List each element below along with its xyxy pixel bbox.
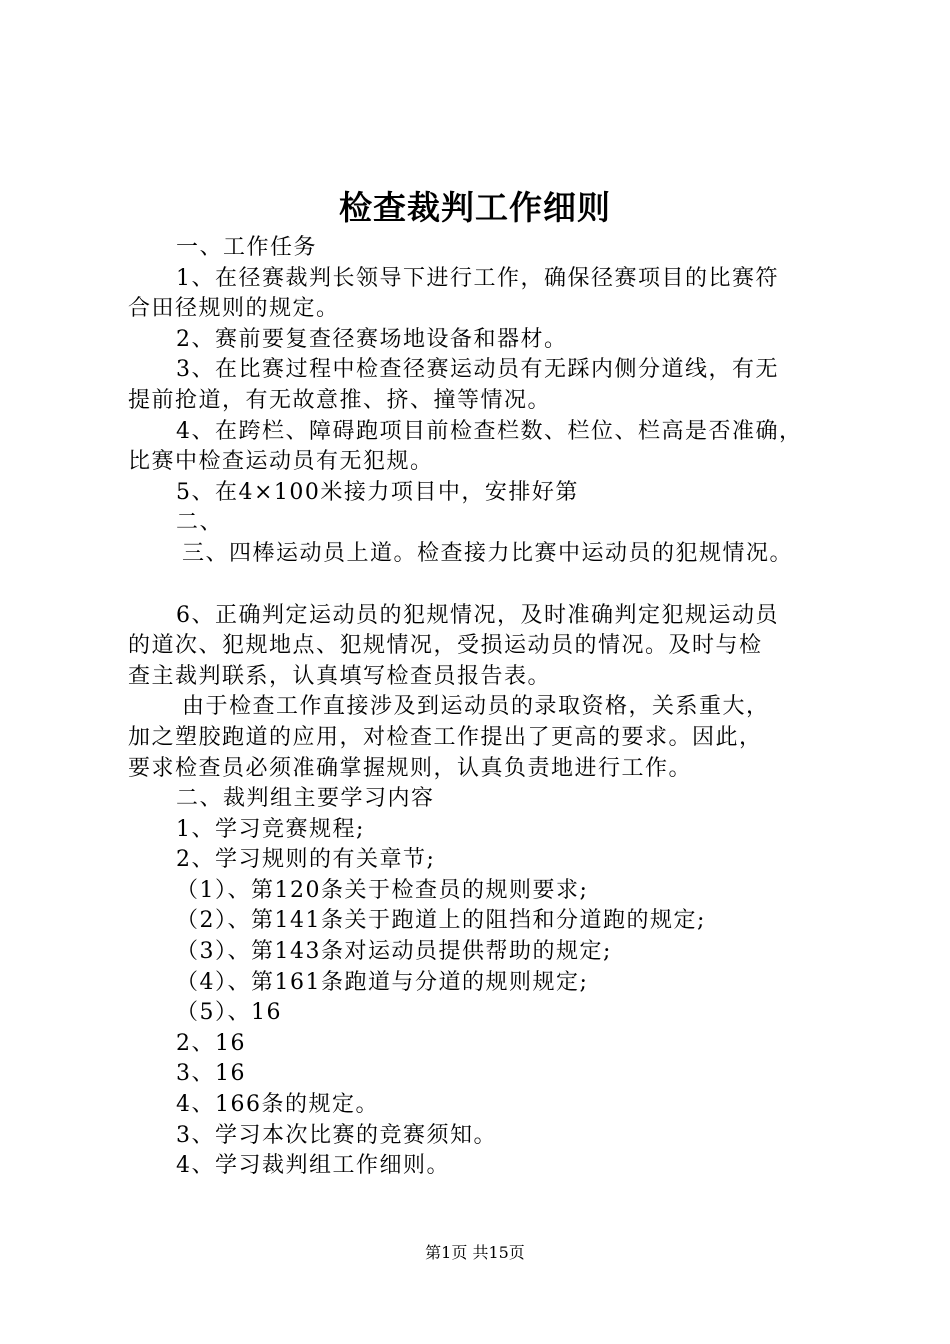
list-item: 1、学习竞赛规程; <box>176 816 365 842</box>
document-title: 检查裁判工作细则 <box>339 188 611 227</box>
section-heading-tasks: 一、工作任务 <box>176 235 318 260</box>
paragraph-line: 查主裁判联系，认真填写检查员报告表。 <box>128 663 552 689</box>
paragraph-line: 的道次、犯规地点、犯规情况，受损运动员的情况。及时与检 <box>128 633 763 659</box>
page-number-footer: 第1页 共15页 <box>425 1243 525 1262</box>
paragraph-line: 2、赛前要复查径赛场地设备和器材。 <box>176 326 568 352</box>
list-item: 2、学习规则的有关章节; <box>176 847 436 873</box>
paragraph-line: 加之塑胶跑道的应用，对检查工作提出了更高的要求。因此， <box>128 724 763 750</box>
paragraph-line: 3、在比赛过程中检查径赛运动员有无踩内侧分道线，有无 <box>176 357 779 383</box>
list-item: 4、166条的规定。 <box>176 1092 379 1118</box>
paragraph-line: 三、四棒运动员上道。检查接力比赛中运动员的犯规情况。 <box>182 540 794 566</box>
paragraph-line: 要求检查员必须准确掌握规则，认真负责地进行工作。 <box>128 755 693 781</box>
list-item: 2、16 <box>176 1030 246 1056</box>
list-item: （3）、第143条对运动员提供帮助的规定; <box>176 939 612 965</box>
paragraph-line: 6、正确判定运动员的犯规情况，及时准确判定犯规运动员 <box>176 602 779 628</box>
paragraph-line: 比赛中检查运动员有无犯规。 <box>128 449 434 475</box>
paragraph-line: 提前抢道，有无故意推、挤、撞等情况。 <box>128 387 552 413</box>
paragraph-line: 合田径规则的规定。 <box>128 296 340 322</box>
list-item: 3、16 <box>176 1061 246 1087</box>
document-body <box>128 233 848 1182</box>
list-item: （5）、16 <box>176 1000 282 1026</box>
list-item: 4、学习裁判组工作细则。 <box>176 1153 450 1179</box>
list-item: （4）、第161条跑道与分道的规则规定; <box>176 969 589 995</box>
paragraph-line: 由于检查工作直接涉及到运动员的录取资格，关系重大， <box>182 694 770 720</box>
paragraph-line: 5、在4×100米接力项目中，安排好第 <box>176 479 579 505</box>
paragraph-line: 1、在径赛裁判长领导下进行工作，确保径赛项目的比赛符 <box>176 265 779 291</box>
paragraph-line: 二、 <box>176 510 224 536</box>
list-item: 3、学习本次比赛的竞赛须知。 <box>176 1122 497 1148</box>
section-heading-study: 二、裁判组主要学习内容 <box>176 786 435 812</box>
paragraph-line: 4、在跨栏、障碍跑项目前检查栏数、栏位、栏高是否准确， <box>176 418 803 444</box>
list-item: （1）、第120条关于检查员的规则要求; <box>176 877 589 903</box>
paragraph-gap <box>128 570 848 601</box>
list-item: （2）、第141条关于跑道上的阻挡和分道跑的规定; <box>176 908 706 934</box>
